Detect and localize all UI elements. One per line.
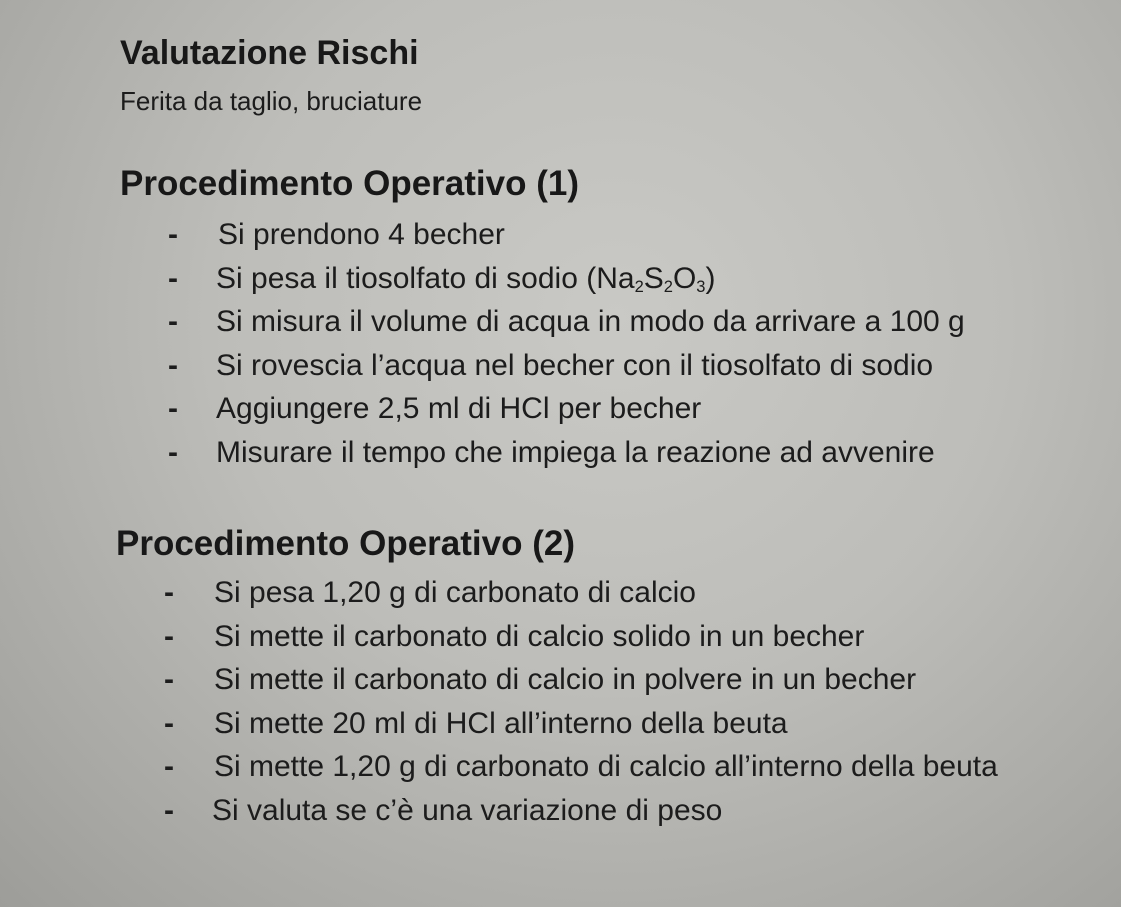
list-bullet: - bbox=[164, 750, 174, 783]
list-item-text: Si valuta se c’è una variazione di peso bbox=[212, 793, 723, 827]
list-bullet: - bbox=[164, 706, 174, 740]
list-item-text: Misurare il tempo che impiega la reazione ad avvenire bbox=[216, 435, 935, 469]
list-item-text: Si pesa 1,20 g di carbonato di calcio bbox=[214, 576, 696, 609]
chemical-formula: $Na_2S_2O_3$ bbox=[596, 261, 706, 296]
list-item-text: Si prendono 4 becher bbox=[218, 218, 505, 251]
list-bullet: - bbox=[164, 793, 174, 827]
list-item-text: Si rovescia l’acqua nel becher con il tiosolfato di sodio bbox=[216, 348, 934, 382]
list-item-text: Aggiungere 2,5 ml di HCl per becher bbox=[216, 392, 702, 425]
list-bullet: - bbox=[164, 619, 174, 653]
list-item-text: Si mette il carbonato di calcio solido in un becher bbox=[214, 619, 865, 653]
risk-assessment-title: Valutazione Rischi bbox=[120, 34, 419, 72]
list-bullet: - bbox=[168, 392, 178, 425]
list-bullet: - bbox=[168, 348, 178, 382]
risk-assessment-text: Ferita da taglio, bruciature bbox=[120, 86, 423, 116]
list-bullet: - bbox=[164, 576, 174, 609]
list-item-text: Si misura il volume di acqua in modo da arrivare a 100 g bbox=[216, 305, 965, 338]
list-bullet: - bbox=[164, 663, 174, 696]
list-bullet: - bbox=[168, 305, 178, 338]
list-bullet: - bbox=[168, 261, 178, 295]
procedure-1-title: Procedimento Operativo (1) bbox=[120, 164, 579, 203]
list-item-text-prefix: Si pesa il tiosolfato di sodio ( bbox=[216, 261, 597, 295]
list-item-text: Si mette 1,20 g di carbonato di calcio all’interno della beuta bbox=[214, 750, 998, 783]
list-bullet: - bbox=[168, 435, 178, 469]
list-item-text: Si mette il carbonato di calcio in polvere in un becher bbox=[214, 663, 917, 696]
list-item-text: Si pesa il tiosolfato di sodio $(Na_2S_2O_3)$ bbox=[216, 261, 716, 296]
procedure-2-title: Procedimento Operativo (2) bbox=[116, 524, 575, 563]
list-item-text: Si mette 20 ml di HCl all’interno della beuta bbox=[214, 706, 788, 740]
list-bullet: - bbox=[168, 218, 178, 251]
